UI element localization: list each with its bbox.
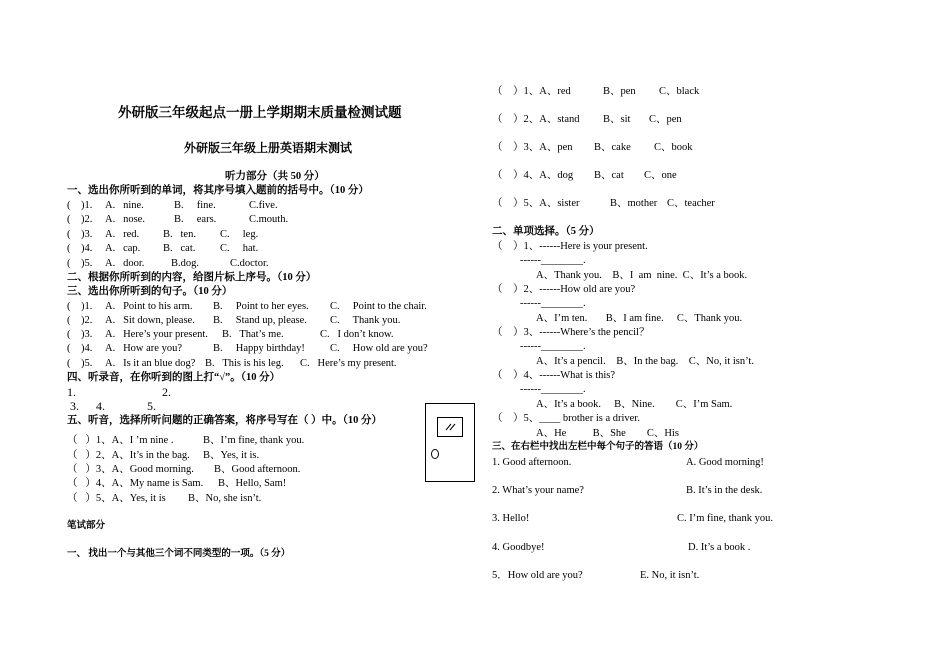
option-a: A. nose.	[105, 214, 145, 225]
option-b: B、pen	[603, 86, 636, 97]
option-a: A. cap.	[105, 243, 141, 254]
option-a: （ ）2、A、stand	[492, 114, 580, 125]
section1-title: 一、选出你所听到的单词，将其序号填入题前的括号中。（10 分）	[67, 185, 369, 196]
exam-title: 外研版三年级起点一册上学期期末质量检测试题	[118, 105, 402, 120]
question-number: ( )3.	[67, 329, 93, 340]
option-c: C. I don’t know.	[320, 329, 394, 340]
option-b: B. Stand up, please.	[213, 315, 307, 326]
option-a: A. red.	[105, 229, 140, 240]
match-right: E. No, it isn’t.	[640, 570, 700, 581]
section3-title: 三、选出你所听到的句子。（10 分）	[67, 286, 233, 297]
option-b: B. ears.	[174, 214, 217, 225]
match-left: 2. What’s your name?	[492, 485, 584, 496]
question-number: ( )2.	[67, 315, 93, 326]
question-number: ( )5.	[67, 358, 93, 369]
picture-number: 5.	[147, 399, 156, 413]
option-c: C、black	[659, 86, 700, 97]
option-c: C. leg.	[220, 229, 259, 240]
option-a: （ ）5、A、Yes, it is	[67, 493, 166, 504]
multiple-choice-title: 二、单项选择。（5 分）	[492, 226, 600, 237]
question-number: ( )5.	[67, 258, 93, 269]
option-b: B、cake	[594, 142, 631, 153]
option-a: A. Point to his arm.	[105, 301, 193, 312]
option-a: A. Is it an blue dog?	[105, 358, 196, 369]
section5-title: 五、听音，选择所听问题的正确答案，将序号写在（ ）中。（10 分）	[67, 415, 382, 426]
option-b: B、No, she isn’t.	[188, 493, 262, 504]
option-c: C、one	[644, 170, 677, 181]
option-c: C.doctor.	[230, 258, 269, 269]
picture-number: 3.	[70, 399, 79, 413]
question-text: （ ）4、------What is this?	[492, 370, 616, 381]
option-a: （ ）5、A、sister	[492, 198, 580, 209]
option-c: C. Point to the chair.	[330, 301, 427, 312]
question-number: ( )1.	[67, 200, 93, 211]
option-a: A. Sit down, please.	[105, 315, 195, 326]
option-b: B、Good afternoon.	[214, 464, 301, 475]
option-b: B. Happy birthday!	[213, 343, 305, 354]
option-c: C. Thank you.	[330, 315, 401, 326]
match-left: 5．How old are you?	[492, 570, 583, 581]
match-right: C. I’m fine, thank you.	[677, 513, 773, 524]
option-b: B、Hello, Sam!	[218, 478, 287, 489]
question-number: ( )4.	[67, 343, 93, 354]
answer-blank: ------________.	[520, 341, 586, 352]
option-a: （ ）4、A、dog	[492, 170, 574, 181]
listening-header: 听力部分（共 50 分）	[225, 171, 325, 182]
option-b: B、cat	[594, 170, 624, 181]
option-b: B、I’m fine, thank you.	[203, 435, 305, 446]
question-number: ( )2.	[67, 214, 93, 225]
picture-number: 4.	[96, 399, 105, 413]
option-a: A. nine.	[105, 200, 144, 211]
answer-blank: ------________.	[520, 384, 586, 395]
option-c: C、teacher	[667, 198, 715, 209]
answer-options: A、It’s a book. B、Nine. C、I’m Sam.	[536, 399, 733, 410]
answer-blank: ------________.	[520, 298, 586, 309]
question-text: （ ）5、____ brother is a driver.	[492, 413, 640, 424]
option-a: （ ）2、A、It’s in the bag.	[67, 450, 190, 461]
option-c: C. hat.	[220, 243, 259, 254]
option-c: C. How old are you?	[330, 343, 428, 354]
option-c: C.mouth.	[249, 214, 289, 225]
question-text: （ ）2、------How old are you?	[492, 284, 636, 295]
written-section1-title: 一、 找出一个与其他三个词不同类型的一项。（5 分）	[67, 549, 291, 559]
option-b: B、sit	[603, 114, 631, 125]
picture-number: 1.	[67, 385, 76, 399]
option-a: （ ）1、A、I ’m nine .	[67, 435, 174, 446]
option-a: （ ）4、A、My name is Sam.	[67, 478, 204, 489]
option-b: B. That’s me.	[222, 329, 284, 340]
window-glare-icon	[438, 418, 462, 436]
match-right: D. It’s a book .	[688, 542, 751, 553]
option-a: （ ）1、A、red	[492, 86, 571, 97]
option-c: C、book	[654, 142, 693, 153]
answer-options: A、It’s a pencil. B、In the bag. C、No, it isn’t.	[536, 356, 754, 367]
option-b: B、Yes, it is.	[203, 450, 260, 461]
option-b: B. ten.	[163, 229, 196, 240]
picture-number: 2.	[162, 385, 171, 399]
section2-title: 二、根据你所听到的内容，给图片标上序号。（10 分）	[67, 272, 317, 283]
matching-title: 三、在右栏中找出左栏中每个句子的答语（10 分）	[492, 442, 704, 452]
question-text: （ ）1、------Here is your present.	[492, 241, 648, 252]
option-b: B、mother	[610, 198, 658, 209]
option-b: B. This is his leg.	[205, 358, 284, 369]
option-a: A. How are you?	[105, 343, 182, 354]
option-a: （ ）3、A、Good morning.	[67, 464, 194, 475]
option-a: （ ）3、A、pen	[492, 142, 573, 153]
section4-title: 四、听录音，在你听到的图上打“√”。（10 分）	[67, 372, 281, 383]
exam-subtitle: 外研版三年级上册英语期末测试	[184, 141, 353, 155]
question-number: ( )1.	[67, 301, 93, 312]
match-left: 1. Good afternoon.	[492, 457, 572, 468]
written-header: 笔试部分	[67, 521, 106, 531]
match-right: A. Good morning!	[686, 457, 764, 468]
match-left: 4. Goodbye!	[492, 542, 545, 553]
question-text: （ ）3、------Where’s the pencil？	[492, 327, 650, 338]
door-window	[437, 417, 463, 437]
match-left: 3. Hello!	[492, 513, 530, 524]
answer-options: A、I’m ten. B、I am fine. C、Thank you.	[536, 313, 743, 324]
answer-blank: ------________.	[520, 255, 586, 266]
option-c: C. Here’s my present.	[300, 358, 397, 369]
option-c: C、pen	[649, 114, 682, 125]
question-number: ( )4.	[67, 243, 93, 254]
option-b: B. Point to her eyes.	[213, 301, 309, 312]
option-a: A. door.	[105, 258, 145, 269]
question-number: ( )3.	[67, 229, 93, 240]
option-b: B. fine.	[174, 200, 216, 211]
door-picture	[425, 403, 475, 482]
option-a: A. Here’s your present.	[105, 329, 208, 340]
answer-options: A、Thank you. B、I am nine. C、It’s a book.	[536, 270, 748, 281]
option-b: B. cat.	[163, 243, 196, 254]
match-right: B. It’s in the desk.	[686, 485, 763, 496]
door-knob	[431, 449, 439, 459]
option-c: C.five.	[249, 200, 278, 211]
option-b: B.dog.	[171, 258, 200, 269]
answer-options: A、He B、She C、His	[536, 428, 679, 439]
